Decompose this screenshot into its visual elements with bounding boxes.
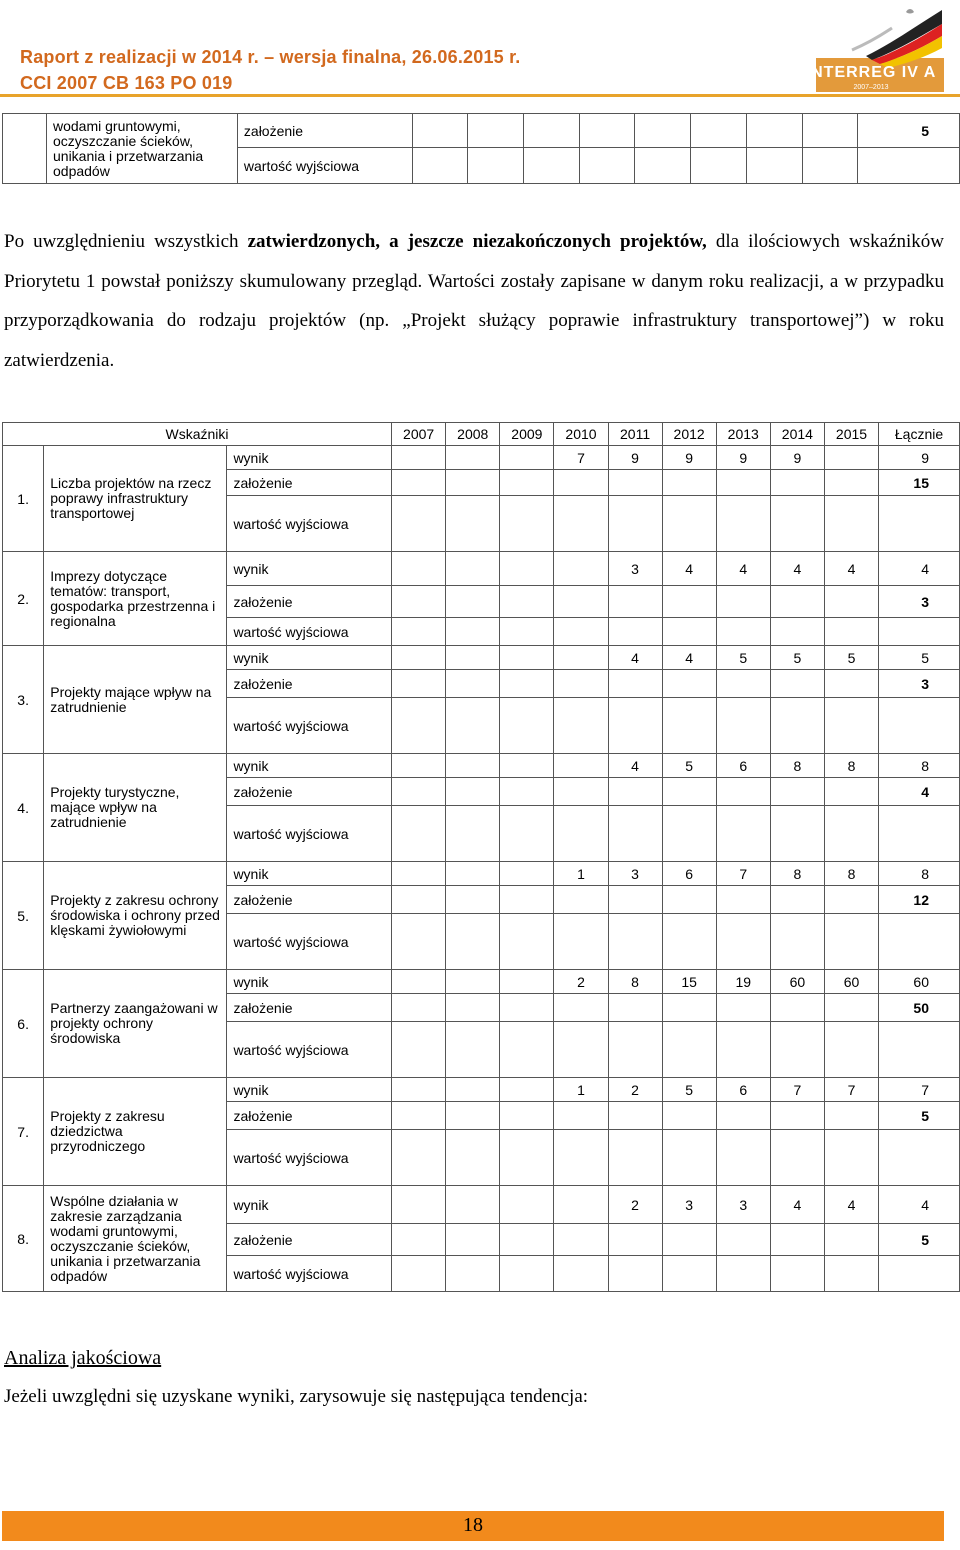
target-label: założenie	[227, 470, 392, 496]
result-value	[554, 552, 608, 586]
indicator-name: Projekty z zakresu dziedzictwa przyrodniczego	[44, 1078, 227, 1186]
result-label: wynik	[227, 970, 392, 994]
baseline-label: wartość wyjściowa	[227, 618, 392, 646]
result-value: 2	[608, 1078, 662, 1102]
result-value: 7	[824, 1078, 878, 1102]
result-value: 19	[716, 970, 770, 994]
indicator-name: Projekty z zakresu ochrony środowiska i ochrony przed klęskami żywiołowymi	[44, 862, 227, 970]
result-value	[554, 754, 608, 778]
result-value: 8	[824, 754, 878, 778]
emphasis-text: zatwierdzonych, a jeszcze niezakończonych projektów,	[247, 231, 707, 252]
result-label: wynik	[227, 446, 392, 470]
result-value	[446, 862, 500, 886]
result-value: 4	[824, 552, 878, 586]
result-value: 4	[662, 552, 716, 586]
report-title: Raport z realizacji w 2014 r. – wersja finalna, 26.06.2015 r.	[20, 47, 521, 67]
result-value: 9	[662, 446, 716, 470]
result-total: 4	[879, 1186, 960, 1224]
result-value	[446, 1186, 500, 1224]
result-value: 2	[608, 1186, 662, 1224]
result-value: 3	[608, 552, 662, 586]
result-value: 9	[770, 446, 824, 470]
result-value	[500, 446, 554, 470]
year-header: 2015	[824, 423, 878, 446]
indicators-header: Wskaźniki	[3, 423, 392, 446]
result-value	[554, 1186, 608, 1224]
result-total: 60	[879, 970, 960, 994]
result-value: 3	[716, 1186, 770, 1224]
result-total: 8	[879, 862, 960, 886]
result-value: 6	[716, 754, 770, 778]
year-header: 2007	[392, 423, 446, 446]
target-label: założenie	[237, 114, 412, 148]
result-value	[392, 1186, 446, 1224]
section-text: Jeżeli uwzględni się uzyskane wyniki, zarysowuje się następująca tendencja:	[4, 1386, 589, 1407]
result-value: 4	[770, 552, 824, 586]
year-header: 2011	[608, 423, 662, 446]
indicator-number: 8.	[3, 1186, 44, 1292]
indicators-table	[2, 422, 960, 1292]
baseline-label: wartość wyjściowa	[227, 806, 392, 862]
result-value	[392, 552, 446, 586]
baseline-label: wartość wyjściowa	[227, 1256, 392, 1292]
result-value: 8	[770, 754, 824, 778]
result-row	[3, 446, 960, 470]
result-value: 1	[554, 862, 608, 886]
year-header: 2010	[554, 423, 608, 446]
programme-code: CCI 2007 CB 163 PO 019	[20, 73, 233, 93]
year-header: 2014	[770, 423, 824, 446]
result-value	[392, 1078, 446, 1102]
total-header: Łącznie	[879, 423, 960, 446]
result-value: 6	[662, 862, 716, 886]
baseline-label: wartość wyjściowa	[237, 148, 412, 184]
result-value	[500, 1078, 554, 1102]
indicator-name: Projekty mające wpływ na zatrudnienie	[44, 646, 227, 754]
target-total: 12	[879, 886, 960, 914]
result-total: 7	[879, 1078, 960, 1102]
target-total: 3	[879, 670, 960, 698]
result-value: 9	[716, 446, 770, 470]
target-label: założenie	[227, 1224, 392, 1256]
result-value: 4	[824, 1186, 878, 1224]
result-value: 7	[770, 1078, 824, 1102]
result-row	[3, 862, 960, 886]
result-value	[500, 970, 554, 994]
result-value	[446, 446, 500, 470]
result-value: 7	[554, 446, 608, 470]
result-value: 4	[716, 552, 770, 586]
result-row	[3, 970, 960, 994]
result-row	[3, 552, 960, 586]
result-total: 4	[879, 552, 960, 586]
result-value	[446, 970, 500, 994]
interreg-logo: INTERREG IV A 2007–2013	[796, 6, 946, 92]
section-title: Analiza jakościowa	[4, 1347, 162, 1369]
header-rule	[0, 94, 960, 97]
target-total: 15	[879, 470, 960, 496]
result-value: 5	[662, 1078, 716, 1102]
target-label: założenie	[227, 1102, 392, 1130]
result-label: wynik	[227, 646, 392, 670]
result-value: 8	[770, 862, 824, 886]
number-cell	[3, 114, 47, 184]
indicator-number: 7.	[3, 1078, 44, 1186]
result-value: 6	[716, 1078, 770, 1102]
indicator-name: Imprezy dotyczące tematów: transport, gospodarka przestrzenna i regionalna	[44, 552, 227, 646]
result-row	[3, 646, 960, 670]
result-row	[3, 1078, 960, 1102]
year-header: 2013	[716, 423, 770, 446]
result-value: 8	[824, 862, 878, 886]
result-value: 5	[770, 646, 824, 670]
result-value: 4	[770, 1186, 824, 1224]
indicator-name: Partnerzy zaangażowani w projekty ochrony środowiska	[44, 970, 227, 1078]
result-row	[3, 754, 960, 778]
result-label: wynik	[227, 1078, 392, 1102]
result-value: 9	[608, 446, 662, 470]
table-header-row	[3, 423, 960, 446]
result-total: 5	[879, 646, 960, 670]
target-label: założenie	[227, 670, 392, 698]
result-value	[392, 862, 446, 886]
target-total: 5	[879, 1224, 960, 1256]
indicator-name: wodami gruntowymi, oczyszczanie ścieków, unikania i przetwarzania odpadów	[47, 114, 238, 184]
page-number: 18	[463, 1514, 483, 1536]
indicator-number: 1.	[3, 446, 44, 552]
result-value: 4	[662, 646, 716, 670]
result-value: 2	[554, 970, 608, 994]
indicator-number: 4.	[3, 754, 44, 862]
target-label: założenie	[227, 778, 392, 806]
baseline-label: wartość wyjściowa	[227, 496, 392, 552]
target-total: 5	[879, 1102, 960, 1130]
year-header: 2009	[500, 423, 554, 446]
baseline-label: wartość wyjściowa	[227, 698, 392, 754]
result-value	[392, 446, 446, 470]
result-value: 15	[662, 970, 716, 994]
result-value: 4	[608, 646, 662, 670]
year-header: 2012	[662, 423, 716, 446]
result-value: 4	[608, 754, 662, 778]
result-value	[446, 754, 500, 778]
result-value: 5	[662, 754, 716, 778]
baseline-label: wartość wyjściowa	[227, 1022, 392, 1078]
result-value: 5	[716, 646, 770, 670]
summary-paragraph: Po uwzględnieniu wszystkich zatwierdzonych, a jeszcze niezakończonych projektów, dla ilościowych wskaźników Priorytetu 1 powstał poniższy skumulowany przegląd. Wartości zostały zapisane w danym roku realizacji, a w przypadku przyporządkowania do rodzaju projektów (np. „Projekt służący poprawie infrastruktury transportowej”) w roku zatwierdzenia.	[4, 231, 944, 371]
baseline-label: wartość wyjściowa	[227, 1130, 392, 1186]
indicator-number: 3.	[3, 646, 44, 754]
result-value: 5	[824, 646, 878, 670]
continued-indicator-table	[2, 113, 960, 184]
target-total: 4	[879, 778, 960, 806]
result-total: 8	[879, 754, 960, 778]
result-value	[446, 646, 500, 670]
baseline-label: wartość wyjściowa	[227, 914, 392, 970]
result-value	[824, 446, 878, 470]
result-value	[500, 1186, 554, 1224]
indicator-name: Liczba projektów na rzecz poprawy infrastruktury transportowej	[44, 446, 227, 552]
indicator-name: Wspólne działania w zakresie zarządzania wodami gruntowymi, oczyszczanie ścieków, unikania i przetwarzania odpadów	[44, 1186, 227, 1292]
indicator-number: 5.	[3, 862, 44, 970]
result-value: 60	[770, 970, 824, 994]
result-value	[446, 552, 500, 586]
result-value	[500, 862, 554, 886]
result-value	[392, 970, 446, 994]
year-header: 2008	[446, 423, 500, 446]
result-label: wynik	[227, 1186, 392, 1224]
target-label: założenie	[227, 586, 392, 618]
indicator-name: Projekty turystyczne, mające wpływ na zatrudnienie	[44, 754, 227, 862]
target-total: 3	[879, 586, 960, 618]
result-label: wynik	[227, 552, 392, 586]
result-value	[500, 754, 554, 778]
result-value: 1	[554, 1078, 608, 1102]
result-value	[554, 646, 608, 670]
result-value: 3	[608, 862, 662, 886]
result-total: 9	[879, 446, 960, 470]
page-header	[0, 0, 960, 96]
result-value	[392, 754, 446, 778]
indicator-number: 6.	[3, 970, 44, 1078]
result-value: 3	[662, 1186, 716, 1224]
target-total: 50	[879, 994, 960, 1022]
result-value	[500, 646, 554, 670]
result-value: 8	[608, 970, 662, 994]
result-label: wynik	[227, 754, 392, 778]
result-value	[446, 1078, 500, 1102]
indicator-number: 2.	[3, 552, 44, 646]
result-value	[500, 552, 554, 586]
target-label: założenie	[227, 994, 392, 1022]
target-total: 5	[858, 114, 960, 148]
result-value: 7	[716, 862, 770, 886]
target-label: założenie	[227, 886, 392, 914]
result-value	[392, 646, 446, 670]
result-value: 60	[824, 970, 878, 994]
result-row	[3, 1186, 960, 1224]
result-label: wynik	[227, 862, 392, 886]
page-footer	[2, 1511, 944, 1541]
